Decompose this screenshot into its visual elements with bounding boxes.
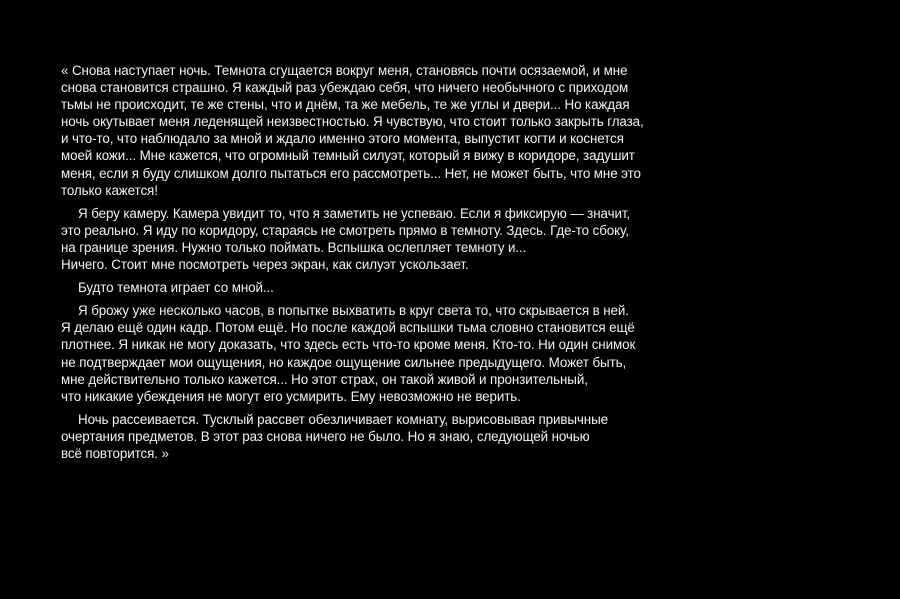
text-line: « Снова наступает ночь. Темнота сгущается вокруг меня, становясь почти осязаемой, и мне [61,63,628,78]
paragraph-4 [61,302,701,405]
text-line: что никакие убеждения не могут его усмирить. Ему невозможно не верить. [61,388,521,404]
paragraph-2 [61,205,701,273]
text-line: только кажется! [61,182,158,198]
text-line: мне действительно только кажется... Но этот страх, он такой живой и пронзительный, [61,371,588,387]
text-line: Я брожу уже несколько часов, в попытке выхватить в круг света то, что скрывается в ней. [78,303,629,319]
paragraph-3 [61,279,701,296]
text-line: не подтверждает мои ощущения, но каждое ощущение сильнее предыдущего. Может быть, [61,354,627,370]
text-line: Ночь рассеивается. Тусклый рассвет обезличивает комнату, вырисовывая привычные [78,411,608,427]
paragraph-5 [61,411,701,462]
story-text [61,62,701,468]
text-line: очертания предметов. В этот раз снова ничего не было. Но я знаю, следующей ночью [61,428,590,444]
text-line: снова становится страшно. Я каждый раз убеждаю себя, что ничего необычного с приходом [61,80,629,96]
text-line: Я беру камеру. Камера увидит то, что я заметить не успеваю. Если я фиксирую — значит, [78,205,630,221]
text-line: Я делаю ещё один кадр. Потом ещё. Но после каждой вспышки тьма словно становится ещё [61,320,635,336]
text-line: и что-то, что наблюдало за мной и ждало именно этого момента, выпустит когти и коснется [61,131,624,147]
paragraph-1 [61,62,701,199]
text-line: ночь окутывает меня леденящей неизвестностью. Я чувствую, что стоит только закрыть глаза, [61,114,644,130]
text-line: это реально. Я иду по коридору, стараясь не смотреть прямо в темноту. Здесь. Где-то сбоку, [61,222,629,238]
text-line: тьмы не происходит, те же стены, что и днём, та же мебель, те же углы и двери... Но каждая [61,97,630,113]
text-line: Будто темнота играет со мной... [78,280,274,296]
text-line: моей кожи... Мне кажется, что огромный темный силуэт, который я вижу в коридоре, задушит [61,148,635,164]
text-line: Ничего. Стоит мне посмотреть через экран, как силуэт ускользает. [61,257,469,273]
text-line: всё повторится. » [61,445,169,461]
text-line: на границе зрения. Нужно только поймать. Вспышка ослепляет темноту и... [61,239,527,255]
text-line: плотнее. Я никак не могу доказать, что здесь есть что-то кроме меня. Кто-то. Ни один снимок [61,337,636,353]
text-line: меня, если я буду слишком долго пытаться его рассмотреть... Нет, не может быть, что мне это [61,165,641,181]
